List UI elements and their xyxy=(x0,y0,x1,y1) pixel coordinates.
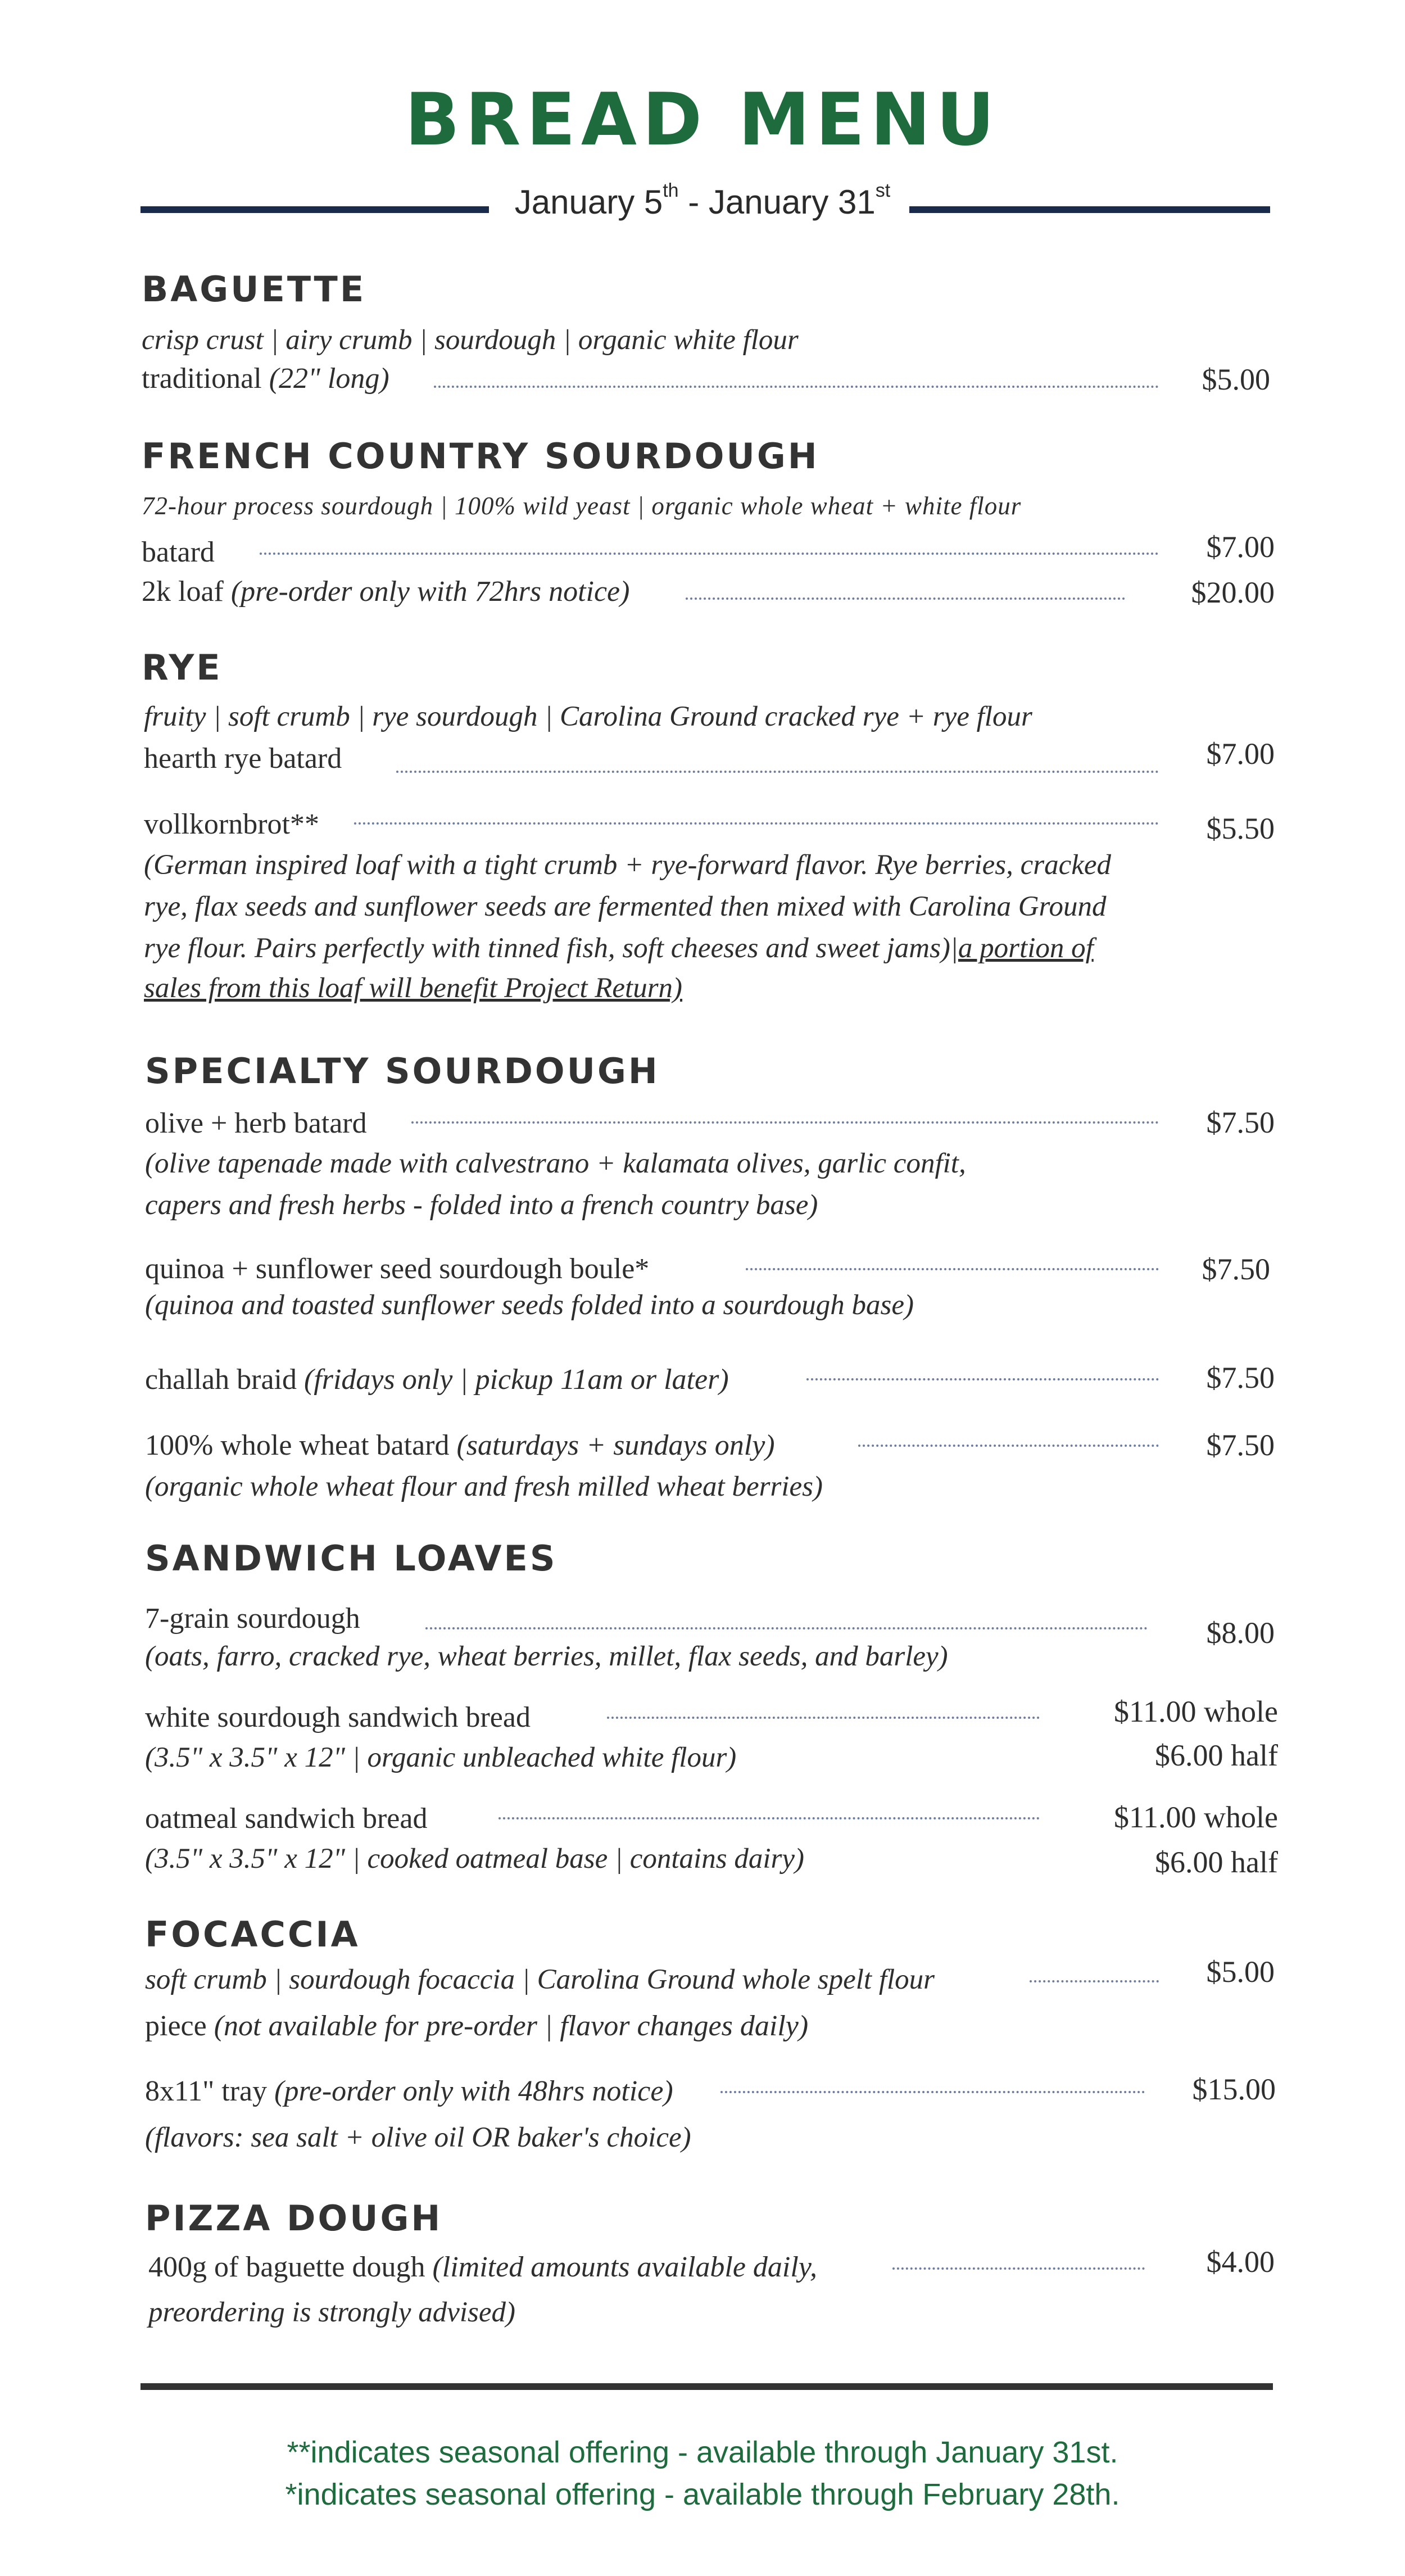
menu-item-pizza-dough xyxy=(148,2253,817,2282)
section-heading-french-country: FRENCH COUNTRY SOURDOUGH xyxy=(142,436,819,477)
section-heading-sandwich: SANDWICH LOAVES xyxy=(145,1538,558,1579)
price-oatmeal-sandwich-half: $6.00 half xyxy=(1155,1845,1278,1879)
price-traditional: $5.00 xyxy=(1202,363,1270,396)
price-2k-loaf: $20.00 xyxy=(1191,576,1275,609)
menu-item-2k-loaf xyxy=(142,577,629,606)
date-range xyxy=(0,180,1405,221)
leader-dots xyxy=(806,1378,1159,1380)
section-desc-french-country: 72-hour process sourdough | 100% wild yeast | organic whole wheat + white flour xyxy=(142,492,1022,520)
item-desc-whole-wheat: (organic whole wheat flour and fresh milled wheat berries) xyxy=(145,1471,823,1502)
leader-dots xyxy=(260,553,1159,555)
section-heading-pizza: PIZZA DOUGH xyxy=(145,2198,443,2239)
date-end-suffix: st xyxy=(875,180,891,201)
price-challah: $7.50 xyxy=(1206,1361,1275,1395)
leader-dots xyxy=(434,386,1159,388)
menu-item-7-grain: 7-grain sourdough xyxy=(145,1602,360,1635)
price-batard: $7.00 xyxy=(1206,530,1275,564)
desc-text: rye flour. Pairs perfectly with tinned fish, soft cheeses and sweet jams)| xyxy=(144,932,958,964)
price-quinoa-boule: $7.50 xyxy=(1202,1252,1270,1286)
price-oatmeal-sandwich-whole: $11.00 whole xyxy=(1114,1800,1278,1834)
item-name: 100% whole wheat batard xyxy=(145,1429,457,1461)
menu-item-oatmeal-sandwich: oatmeal sandwich bread xyxy=(145,1803,428,1835)
menu-item-hearth-rye: hearth rye batard xyxy=(144,743,342,775)
item-note: (saturdays + sundays only) xyxy=(456,1429,775,1461)
menu-item-olive-herb: olive + herb batard xyxy=(145,1107,367,1139)
item-note: (pre-order only with 72hrs notice) xyxy=(230,576,630,608)
date-start-suffix: th xyxy=(663,180,679,201)
price-hearth-rye: $7.00 xyxy=(1206,737,1275,771)
menu-item-whole-wheat xyxy=(145,1431,775,1460)
item-note: (pre-order only with 48hrs notice) xyxy=(274,2075,673,2107)
menu-item-focaccia-piece xyxy=(145,2012,808,2041)
price-olive-herb: $7.50 xyxy=(1206,1106,1275,1139)
item-desc-oatmeal-sandwich: (3.5" x 3.5" x 12" | cooked oatmeal base | contains dairy) xyxy=(145,1843,804,1875)
item-note: (fridays only | pickup 11am or later) xyxy=(303,1364,729,1396)
section-heading-rye: RYE xyxy=(142,647,223,688)
menu-item-focaccia-tray xyxy=(145,2077,673,2106)
price-white-sandwich-whole: $11.00 whole xyxy=(1114,1695,1278,1728)
page-title: BREAD MENU xyxy=(405,78,1000,162)
price-focaccia-tray: $15.00 xyxy=(1192,2072,1276,2106)
menu-item-traditional xyxy=(142,364,389,393)
item-desc-white-sandwich: (3.5" x 3.5" x 12" | organic unbleached white flour) xyxy=(145,1742,737,1773)
item-note: (limited amounts available daily, xyxy=(432,2251,818,2283)
leader-dots xyxy=(411,1121,1159,1124)
section-desc-rye: fruity | soft crumb | rye sourdough | Carolina Ground cracked rye + rye flour xyxy=(144,701,1032,732)
item-desc-olive-herb-2: capers and fresh herbs - folded into a french country base) xyxy=(145,1189,818,1221)
item-desc-quinoa-boule: (quinoa and toasted sunflower seeds folded into a sourdough base) xyxy=(145,1289,914,1321)
menu-item-white-sandwich: white sourdough sandwich bread xyxy=(145,1701,531,1733)
leader-dots xyxy=(720,2091,1145,2093)
item-desc-olive-herb-1: (olive tapenade made with calvestrano + kalamata olives, garlic confit, xyxy=(145,1148,966,1179)
leader-dots xyxy=(498,1817,1040,1819)
item-desc-pizza-dough: preordering is strongly advised) xyxy=(148,2297,516,2328)
item-desc-vollkornbrot-2: rye, flax seeds and sunflower seeds are fermented then mixed with Carolina Ground xyxy=(144,891,1107,922)
footer-rule xyxy=(140,2383,1273,2390)
item-desc-focaccia-tray: (flavors: sea salt + olive oil OR baker's choice) xyxy=(145,2122,691,2153)
item-desc-vollkornbrot-1: (German inspired loaf with a tight crumb + rye-forward flavor. Rye berries, cracked xyxy=(144,849,1111,881)
price-pizza-dough: $4.00 xyxy=(1206,2245,1275,2279)
price-vollkornbrot: $5.50 xyxy=(1206,812,1275,845)
item-name: traditional xyxy=(142,363,269,395)
item-desc-vollkornbrot-3 xyxy=(144,934,1094,963)
leader-dots xyxy=(892,2267,1145,2270)
item-name: 8x11" tray xyxy=(145,2075,275,2107)
item-note: (22" long) xyxy=(269,363,389,395)
date-end: January 31 xyxy=(708,183,876,221)
leader-dots xyxy=(1030,1980,1159,1982)
item-name: challah braid xyxy=(145,1364,304,1396)
date-start: January 5 xyxy=(514,183,663,221)
section-desc-focaccia: soft crumb | sourdough focaccia | Carolina Ground whole spelt flour xyxy=(145,1964,935,1995)
price-whole-wheat: $7.50 xyxy=(1206,1428,1275,1462)
menu-item-challah xyxy=(145,1365,729,1395)
leader-dots xyxy=(858,1445,1159,1447)
menu-item-batard: batard xyxy=(142,536,215,568)
section-desc-baguette: crisp crust | airy crumb | sourdough | organic white flour xyxy=(142,324,799,356)
leader-dots xyxy=(607,1717,1040,1719)
item-desc-vollkornbrot-4: sales from this loaf will benefit Project Return) xyxy=(144,972,683,1004)
leader-dots xyxy=(746,1268,1159,1270)
menu-item-vollkornbrot: vollkornbrot** xyxy=(144,808,319,840)
project-return-note: a portion of xyxy=(958,932,1094,964)
item-desc-7-grain: (oats, farro, cracked rye, wheat berries, millet, flax seeds, and barley) xyxy=(145,1641,948,1672)
section-heading-focaccia: FOCACCIA xyxy=(145,1914,360,1955)
price-focaccia-piece: $5.00 xyxy=(1206,1955,1275,1989)
item-name: 2k loaf xyxy=(142,576,231,608)
price-7-grain: $8.00 xyxy=(1206,1616,1275,1650)
leader-dots xyxy=(354,822,1159,825)
date-separator: - xyxy=(678,183,709,221)
leader-dots xyxy=(425,1627,1148,1629)
leader-dots xyxy=(396,771,1159,773)
footnote-single-asterisk: *indicates seasonal offering - available through February 28th. xyxy=(285,2478,1120,2511)
item-note: (not available for pre-order | flavor changes daily) xyxy=(214,2010,809,2042)
section-heading-specialty: SPECIALTY SOURDOUGH xyxy=(145,1051,660,1092)
menu-item-quinoa-boule: quinoa + sunflower seed sourdough boule* xyxy=(145,1253,650,1285)
footnote-double-asterisk: **indicates seasonal offering - available through January 31st. xyxy=(287,2435,1118,2469)
price-white-sandwich-half: $6.00 half xyxy=(1155,1739,1278,1772)
item-name: piece xyxy=(145,2010,214,2042)
leader-dots xyxy=(686,597,1125,600)
section-heading-baguette: BAGUETTE xyxy=(142,269,366,310)
item-name: 400g of baguette dough xyxy=(148,2251,433,2283)
